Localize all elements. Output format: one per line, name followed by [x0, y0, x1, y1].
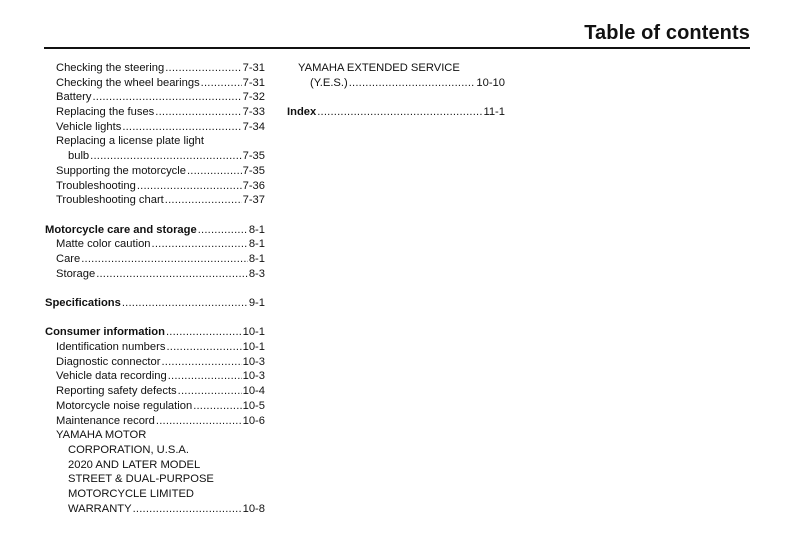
toc-entry[interactable]: Battery ..... 7-32	[45, 90, 265, 105]
toc-entry-line[interactable]: Replacing a license plate light	[56, 135, 205, 148]
toc-entry[interactable]: Checking the steering ..... 7-31	[45, 61, 265, 76]
toc-section[interactable]: Consumer information ..... 10-1	[45, 325, 265, 340]
toc-section[interactable]: Motorcycle care and storage ..... 8-1	[45, 223, 265, 238]
toc-column-left	[45, 61, 265, 516]
page-title: Table of contents	[584, 22, 750, 44]
toc-entry[interactable]: Reporting safety defects ..... 10-4	[45, 384, 265, 399]
toc-entry-line[interactable]: YAMAHA MOTOR	[56, 429, 147, 442]
toc-entry-line[interactable]: STREET & DUAL-PURPOSE	[68, 473, 214, 486]
toc-entry[interactable]: Maintenance record ..... 10-6	[45, 414, 265, 429]
toc-entry[interactable]: Supporting the motorcycle ..... 7-35	[45, 164, 265, 179]
toc-entry[interactable]: Motorcycle noise regulation ..... 10-5	[45, 399, 265, 414]
toc-entry-line[interactable]: YAMAHA EXTENDED SERVICE	[298, 62, 460, 74]
toc-entry[interactable]: Replacing the fuses ..... 7-33	[45, 105, 265, 120]
toc-entry[interactable]: Diagnostic connector ..... 10-3	[45, 355, 265, 370]
title-rule	[44, 47, 750, 49]
toc-column-right	[287, 61, 505, 120]
toc-entry-line[interactable]: MOTORCYCLE LIMITED	[68, 487, 194, 500]
toc-entry[interactable]: Vehicle lights ..... 7-34	[45, 120, 265, 135]
toc-entry[interactable]: Troubleshooting ..... 7-36	[45, 179, 265, 194]
toc-section[interactable]: Specifications ..... 9-1	[45, 296, 265, 311]
toc-entry[interactable]: Matte color caution ..... 8-1	[45, 237, 265, 252]
toc-entry[interactable]: Identification numbers ..... 10-1	[45, 340, 265, 355]
toc-section[interactable]: Index ..... 11-1	[287, 105, 505, 120]
toc-entry[interactable]: bulb ..... 7-35	[45, 149, 265, 164]
toc-entry[interactable]: Care ..... 8-1	[45, 252, 265, 267]
toc-entry[interactable]: Storage ..... 8-3	[45, 267, 265, 282]
toc-entry-line[interactable]: CORPORATION, U.S.A.	[68, 443, 190, 456]
toc-entry[interactable]: Troubleshooting chart ..... 7-37	[45, 193, 265, 208]
toc-entry[interactable]: WARRANTY ..... 10-8	[45, 502, 265, 517]
toc-entry[interactable]: Vehicle data recording ..... 10-3	[45, 369, 265, 384]
toc-entry[interactable]: Checking the wheel bearings ..... 7-31	[45, 76, 265, 91]
toc-entry[interactable]: (Y.E.S.) ..... 10-10	[287, 76, 505, 91]
toc-entry-line[interactable]: 2020 AND LATER MODEL	[68, 458, 201, 471]
